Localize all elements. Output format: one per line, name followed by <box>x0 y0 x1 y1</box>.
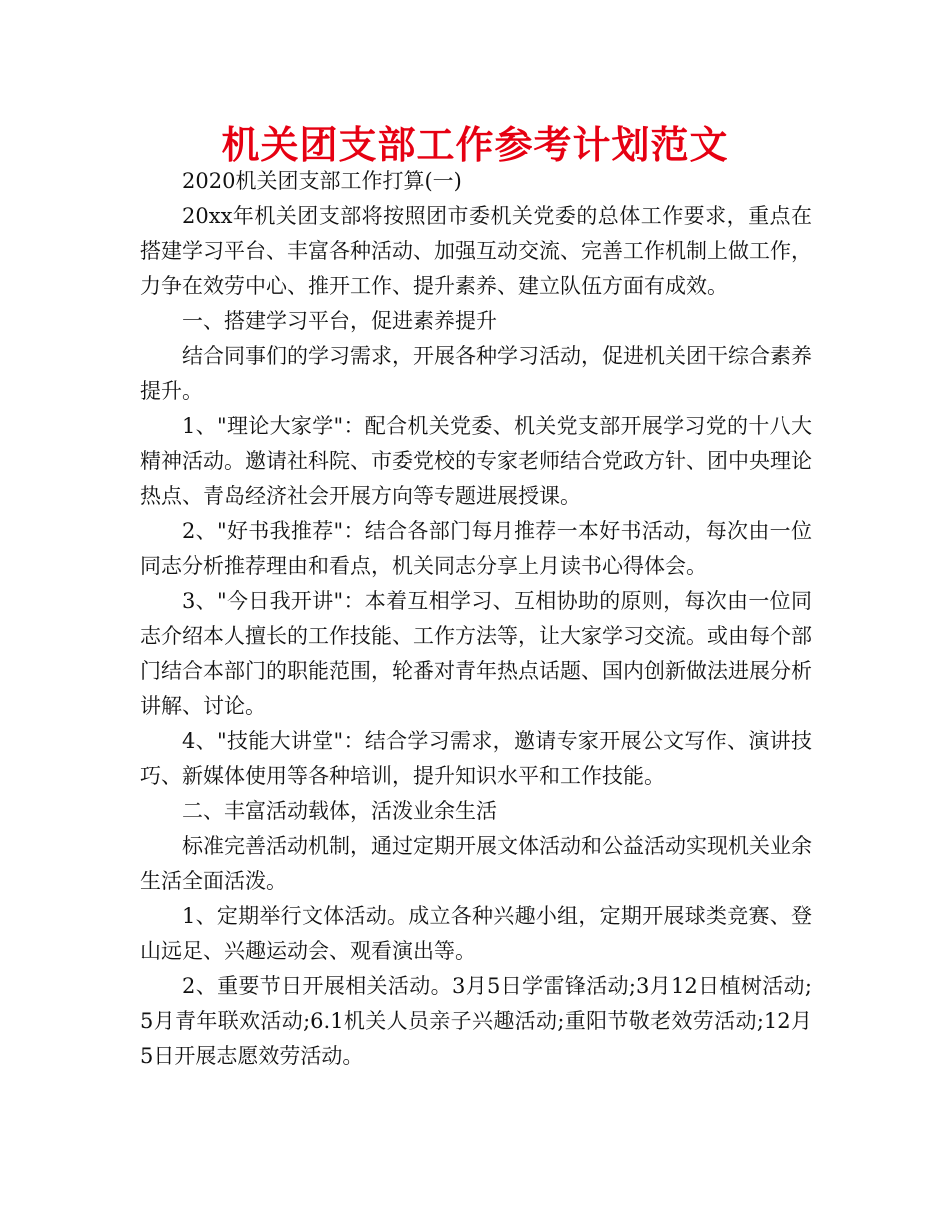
paragraph-intro: 20xx年机关团支部将按照团市委机关党委的总体工作要求，重点在搭建学习平台、丰富各种活动、加强互动交流、完善工作机制上做工作，力争在效劳中心、推开工作、提升素养、建立队伍方面有成效。 <box>140 204 812 298</box>
paragraph-section-1-intro: 结合同事们的学习需求，开展各种学习活动，促进机关团干综合素养提升。 <box>140 344 812 403</box>
paragraph-section-2-intro: 标准完善活动机制，通过定期开展文体活动和公益活动实现机关业余生活全面活泼。 <box>140 834 812 893</box>
list-item-1-3: 3、"今日我开讲"：本着互相学习、互相协助的原则，每次由一位同志介绍本人擅长的工作技能、工作方法等，让大家学习交流。或由每个部门结合本部门的职能范围，轮番对青年热点话题、国内创新做法进展分析讲解、讨论。 <box>140 589 812 718</box>
document-body <box>140 164 812 1074</box>
document-title: 机关团支部工作参考计划范文 <box>221 122 729 167</box>
list-item-1-2: 2、"好书我推荐"：结合各部门每月推荐一本好书活动，每次由一位同志分析推荐理由和看点，机关同志分享上月读书心得体会。 <box>140 519 812 578</box>
list-item-1-1: 1、"理论大家学"：配合机关党委、机关党支部开展学习党的十八大精神活动。邀请社科院、市委党校的专家老师结合党政方针、团中央理论热点、青岛经济社会开展方向等专题进展授课。 <box>140 414 812 508</box>
section-heading-2: 二、丰富活动载体，活泼业余生活 <box>182 799 497 823</box>
list-item-2-2: 2、重要节日开展相关活动。3月5日学雷锋活动;3月12日植树活动;5月青年联欢活动;6.1机关人员亲子兴趣活动;重阳节敬老效劳活动;12月5日开展志愿效劳活动。 <box>140 974 812 1068</box>
section-heading-1: 一、搭建学习平台，促进素养提升 <box>182 309 497 333</box>
list-item-1-4: 4、"技能大讲堂"：结合学习需求，邀请专家开展公文写作、演讲技巧、新媒体使用等各种培训，提升知识水平和工作技能。 <box>140 729 812 788</box>
list-item-2-1: 1、定期举行文体活动。成立各种兴趣小组，定期开展球类竞赛、登山远足、兴趣运动会、观看演出等。 <box>140 904 812 963</box>
paragraph-subtitle: 2020机关团支部工作打算(一) <box>182 169 462 193</box>
